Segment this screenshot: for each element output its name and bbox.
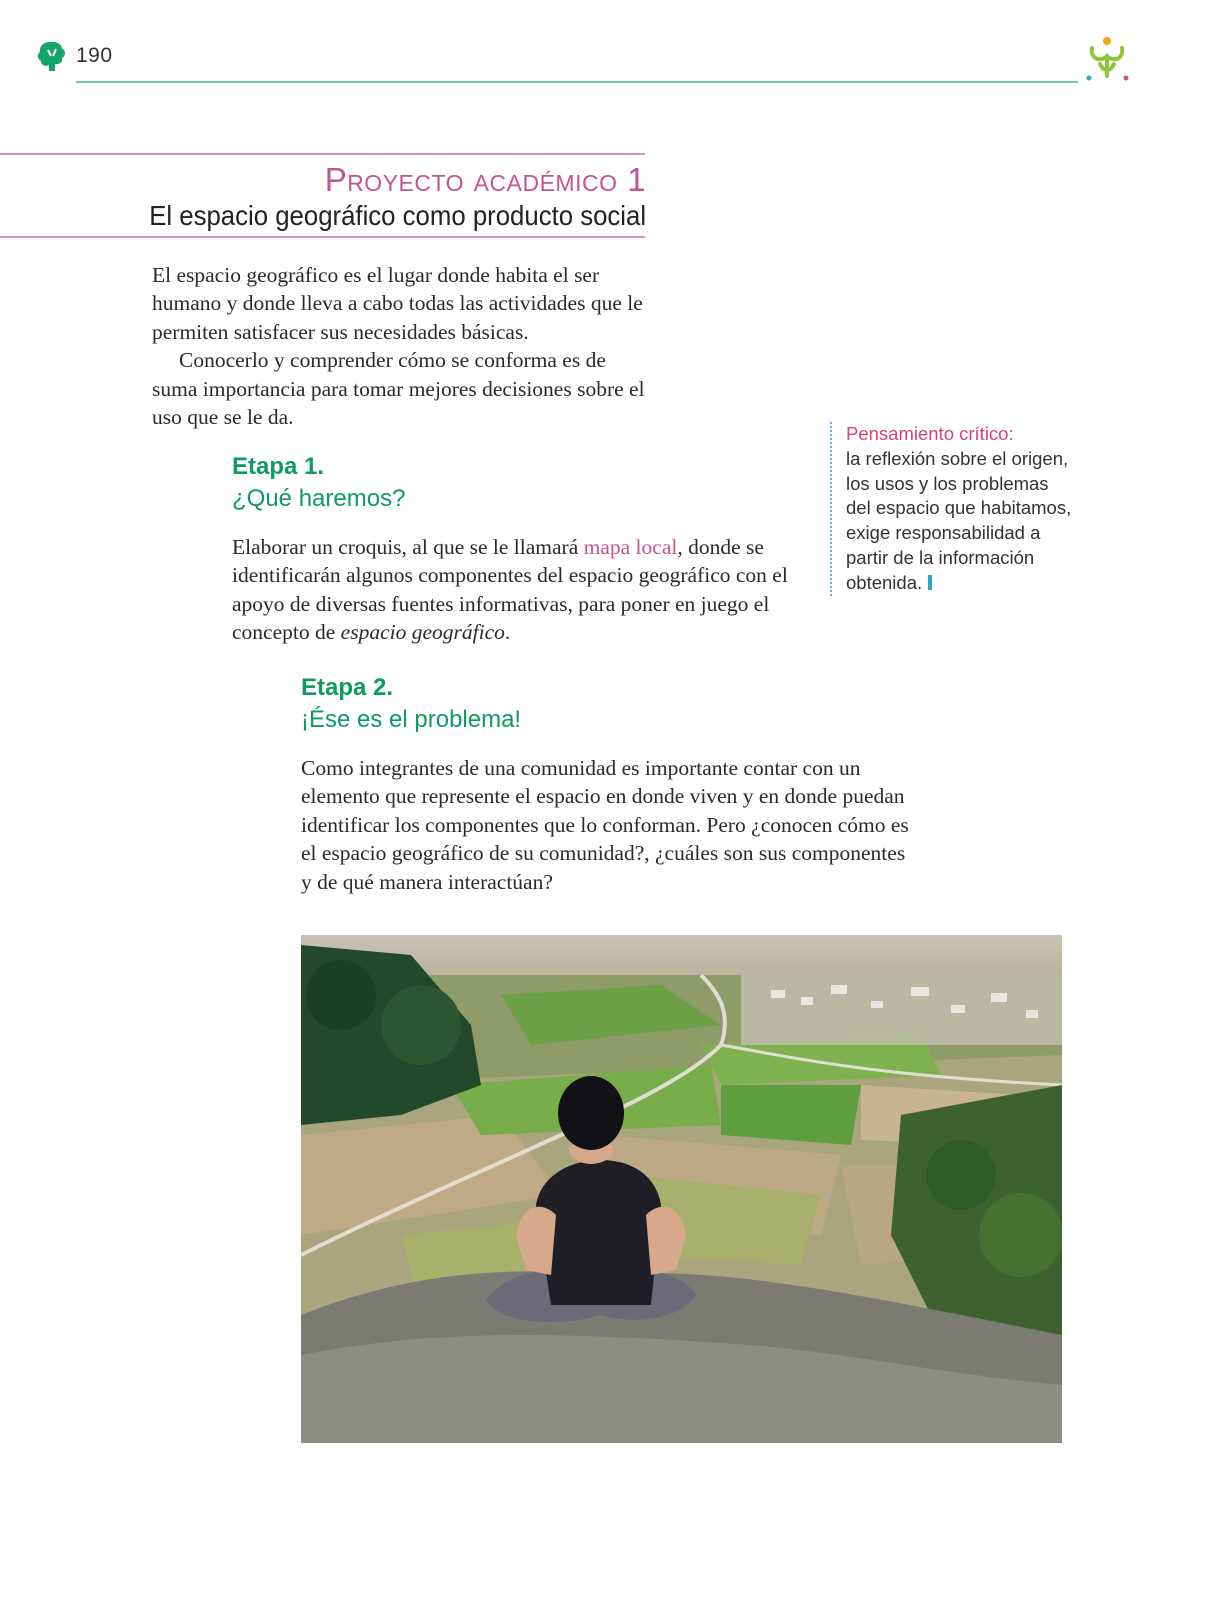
stage-2-title: ¡Ése es el problema!: [301, 706, 522, 733]
stage-1-text: [232, 533, 802, 647]
stage-1-emphasis: espacio geográfico: [340, 620, 505, 645]
header-rule: [76, 81, 1078, 83]
page-title: El espacio geográfico como producto social: [149, 200, 646, 231]
program-logo-icon: [1080, 34, 1136, 86]
landscape-photo: [301, 935, 1062, 1443]
glossary-term-mapa-local: mapa local: [583, 535, 678, 559]
stage-1-text-start: Elaborar un croquis, al que se le llamará: [232, 535, 584, 559]
sidebar-term: Pensamiento crítico:: [846, 423, 1014, 444]
stage-1-text-end: .: [504, 620, 511, 645]
intro-paragraph-2: Conocerlo y comprender cómo se conforma es de suma importancia para tomar mejores decisiones sobre el uso que se le da.: [152, 348, 645, 430]
stage-1-text-middle: , donde se identificarán algunos componentes del espacio geográfico con el apoyo de diversas fuentes informativas, para poner en juego el concepto de: [232, 535, 788, 645]
stage-2-number: Etapa 2.: [301, 674, 394, 701]
tree-icon: [36, 40, 68, 74]
end-mark-icon: [928, 575, 932, 590]
stage-1-heading: [232, 451, 405, 515]
page-number: 190: [76, 44, 113, 67]
sidebar-note: [830, 422, 1076, 596]
stage-1-title: ¿Qué haremos?: [232, 485, 406, 512]
stage-2-heading: [301, 672, 521, 736]
intro-paragraph-1: El espacio geográfico es el lugar donde habita el ser humano y donde lleva a cabo todas las actividades que le permiten satisfacer sus necesidades básicas.: [152, 263, 643, 344]
title-top-rule: [0, 153, 645, 155]
stage-1-number: Etapa 1.: [232, 453, 325, 480]
project-label: Proyecto académico 1: [324, 161, 646, 198]
stage-2-text: Como integrantes de una comunidad es importante contar con un elemento que represente el espacio en donde viven y en donde puedan identificar los componentes que lo conforman. Pero ¿conocen cómo es el espacio geográfico de su comunidad?, ¿cuáles son sus componentes y de qué manera interactúan?: [301, 756, 909, 894]
intro-text: [152, 261, 652, 431]
sidebar-definition: la reflexión sobre el origen, los usos y los problemas del espacio que habitamos, exige responsabilidad a partir de la información obtenida.: [846, 447, 1072, 593]
title-bottom-rule: [0, 236, 645, 238]
